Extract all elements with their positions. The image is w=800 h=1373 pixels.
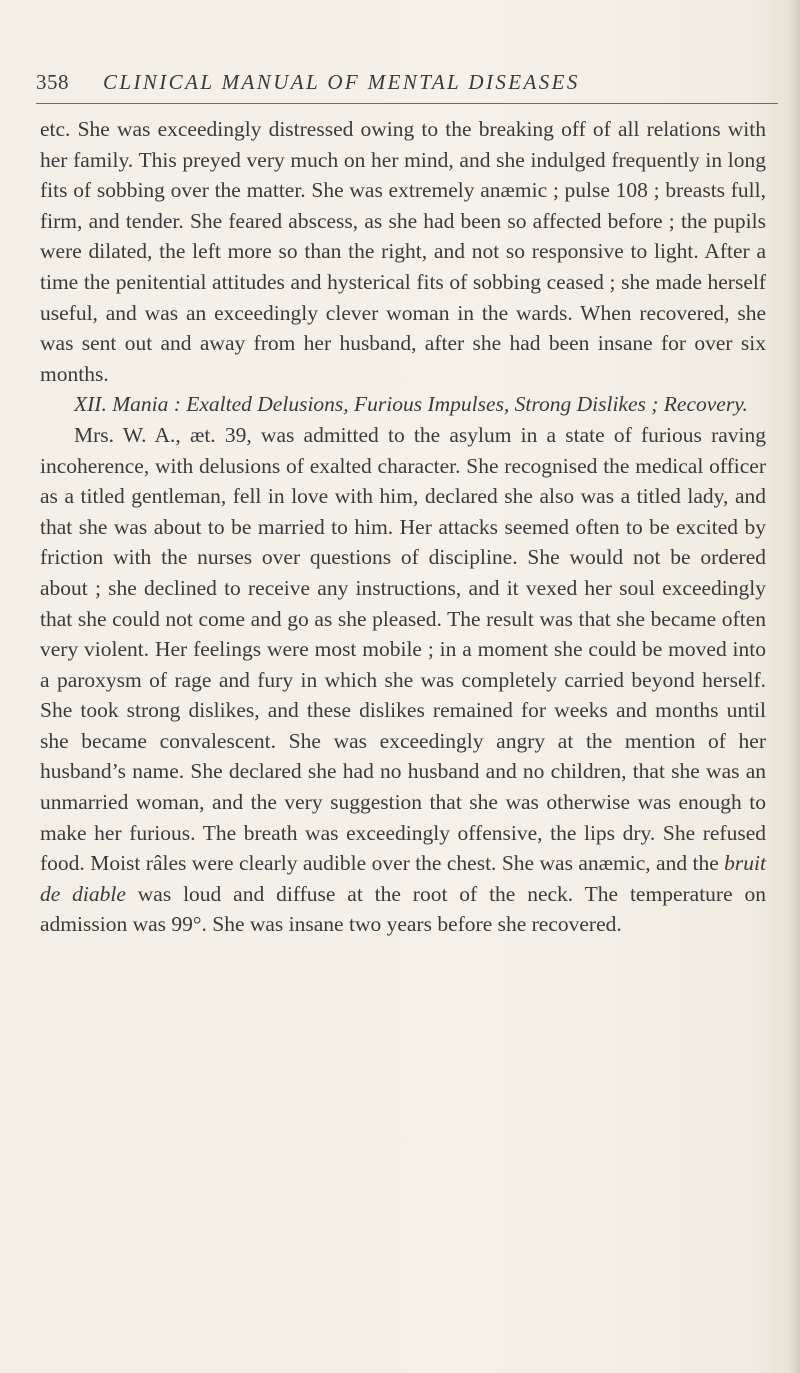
- case-text-part-1: Mrs. W. A., æt. 39, was admitted to the asylum in a state of furious raving incoherence, with delusions of exalted character. She recognised the medical officer as a titled gentleman, fell in love with him, declared she also was a titled lady, and that she was about to be married to him. Her attacks seemed often to be excited by friction with the nurses over questions of discipline. She would not be ordered about ; she declined to receive any instructions, and it vexed her soul exceedingly that she could not come and go as she pleased. The result was that she became often very violent. Her feelings were most mobile ; in a moment she could be moved into a paroxysm of rage and fury in which she was completely carried beyond herself. She took strong dislikes, and these dislikes remained for weeks and months until she became convalescent. She was exceedingly angry at the mention of her husband’s name. She declared she had no husband and no children, that she was an unmarried woman, and the very suggestion that she was otherwise was enough to make her furious. The breath was exceedingly offensive, the lips dry. She refused food. Moist râles were clearly audible over the chest. She was anæmic, and the: [40, 422, 766, 876]
- paragraph-continuation: etc. She was exceedingly distressed owing to the breaking off of all relations with her family. This preyed very much on her mind, and she indulged frequently in long fits of sobbing over the matter. She was extremely anæmic ; pulse 108 ; breasts full, firm, and tender. She feared abscess, as she had been so affected before ; the pupils were dilated, the left more so than the right, and not so responsive to light. After a time the penitential attitudes and hysterical fits of sobbing ceased ; she made herself useful, and was an exceedingly clever woman in the wards. When recovered, she was sent out and away from her husband, after she had been insane for over six months.: [40, 117, 766, 386]
- running-head: CLINICAL MANUAL OF MENTAL DISEASES: [103, 70, 580, 94]
- case-italic-term: bruit de diable: [40, 851, 766, 906]
- case-paragraph: [40, 420, 766, 940]
- body-text: [40, 114, 766, 940]
- section-heading: XII. Mania : Exalted Delusions, Furious Impulses, Strong Dislikes ; Recovery.: [74, 392, 748, 417]
- page-edge-shadow: [788, 0, 800, 1373]
- page-header: [36, 70, 776, 100]
- header-rule: [36, 103, 778, 104]
- case-text-part-2: was loud and diffuse at the root of the neck. The temperature on admission was 99°. She was insane two years before she recovered.: [40, 881, 766, 937]
- page-number: 358: [36, 70, 69, 94]
